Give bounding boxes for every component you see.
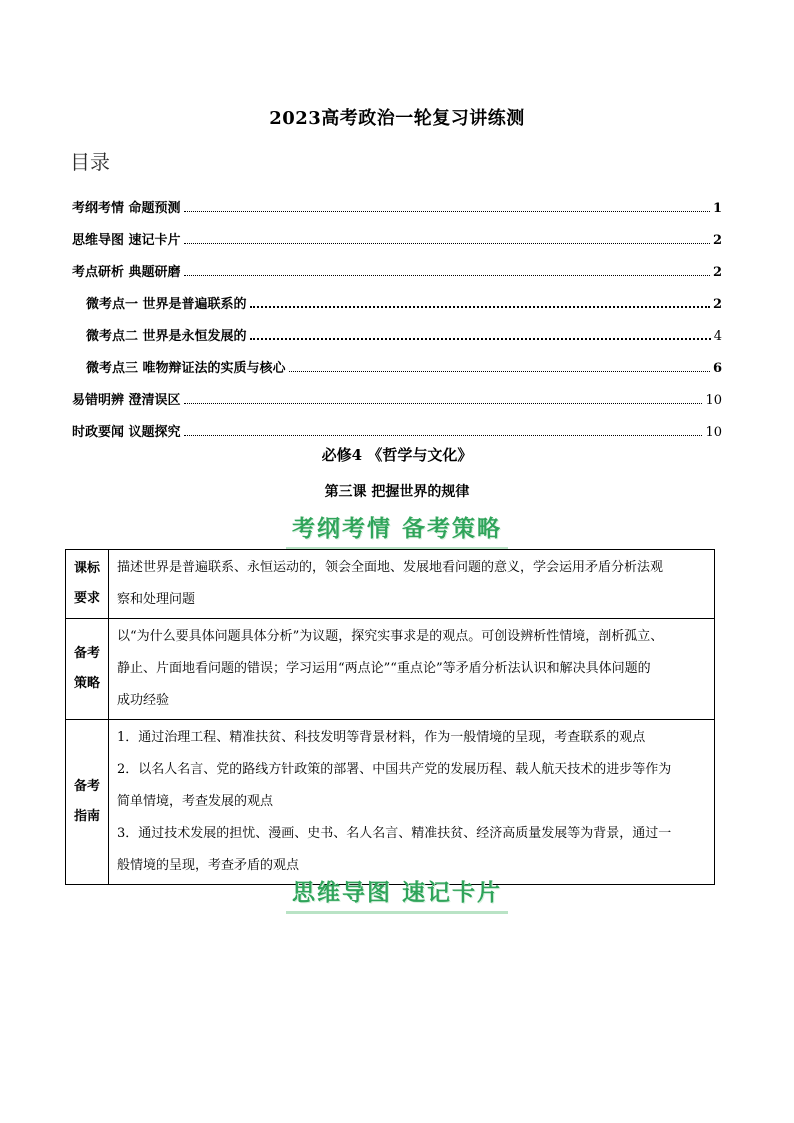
toc-subentry[interactable] — [72, 344, 722, 376]
toc-entry-page: 10 — [705, 425, 722, 440]
toc-leader — [250, 337, 711, 340]
row-content-line: 察和处理问题 — [117, 592, 196, 607]
lesson-title: 第三课 把握世界的规律 — [324, 484, 470, 500]
row-content — [109, 550, 715, 619]
section-banner — [0, 874, 794, 914]
row-content-line: 简单情境，考查发展的观点 — [117, 794, 274, 809]
row-header-text: 备考 — [73, 646, 100, 661]
toc-entry-label: 微考点三 唯物辩证法的实质与核心 — [86, 361, 286, 376]
toc-entry-label: 时政要闻 议题探究 — [72, 425, 181, 440]
toc-leader — [184, 402, 703, 404]
toc-leader — [289, 370, 710, 372]
row-header-text: 课标 — [73, 561, 100, 576]
toc-entry-page: 2 — [712, 297, 722, 312]
toc-entry-page: 1 — [712, 201, 722, 216]
toc-leader — [184, 210, 710, 212]
toc-entry-label: 微考点一 世界是普遍联系的 — [86, 297, 247, 312]
toc-entry-page: 2 — [712, 233, 722, 248]
table-row — [66, 720, 715, 885]
section-banner — [0, 510, 794, 550]
toc-entry[interactable] — [72, 248, 722, 280]
table-row — [66, 619, 715, 720]
toc-leader — [184, 242, 710, 244]
toc-leader — [184, 434, 703, 436]
row-header-text: 指南 — [73, 809, 100, 824]
toc-subentry[interactable] — [72, 312, 722, 344]
textbook-title: 必修4 《哲学与文化》 — [321, 446, 473, 464]
table-row — [66, 550, 715, 619]
toc-entry[interactable] — [72, 216, 722, 248]
toc-entry-label: 易错明辨 澄清误区 — [72, 393, 181, 408]
toc-entry-page: 6 — [712, 361, 722, 376]
row-header-text: 要求 — [73, 591, 100, 606]
row-header — [66, 720, 109, 885]
toc-leader — [250, 305, 710, 308]
toc-entry-page: 2 — [712, 265, 722, 280]
row-content-line: 般情境的呈现，考查矛盾的观点 — [117, 858, 300, 873]
toc-entry-page: 4 — [713, 329, 722, 344]
requirements-table — [65, 549, 715, 885]
toc-heading: 目录 — [70, 150, 110, 174]
toc-entry[interactable] — [72, 376, 722, 408]
row-header-text: 备考 — [73, 779, 100, 794]
toc-entry-label: 考点研析 典题研磨 — [72, 265, 181, 280]
toc-entry-label: 思维导图 速记卡片 — [72, 233, 181, 248]
row-content-line: 以“为什么要具体问题具体分析”为议题，探究实事求是的观点。可创设辨析性情境，剖析孤立、 — [117, 629, 664, 644]
toc-entry-label: 微考点二 世界是永恒发展的 — [86, 329, 247, 344]
row-header — [66, 619, 109, 720]
toc-leader — [184, 274, 710, 276]
toc-entry[interactable] — [72, 408, 722, 440]
toc-subentry[interactable] — [72, 280, 722, 312]
row-content-line: 2．以名人名言、党的路线方针政策的部署、中国共产党的发展历程、载人航天技术的进步等作为 — [117, 762, 672, 777]
section-banner-text: 思维导图 速记卡片 — [286, 874, 508, 914]
row-content-line: 成功经验 — [117, 693, 170, 708]
row-header — [66, 550, 109, 619]
row-header-text: 策略 — [73, 676, 100, 691]
toc-entry[interactable] — [72, 184, 722, 216]
row-content-line: 静止、片面地看问题的错误；学习运用“两点论”“重点论”等矛盾分析法认识和解决具体问题的 — [117, 661, 651, 676]
row-content-line: 1．通过治理工程、精准扶贫、科技发明等背景材料，作为一般情境的呈现，考查联系的观点 — [117, 730, 646, 745]
row-content-line: 3．通过技术发展的担忧、漫画、史书、名人名言、精准扶贫、经济高质量发展等为背景，通过一 — [117, 826, 672, 841]
row-content-line: 描述世界是普遍联系、永恒运动的，领会全面地、发展地看问题的意义，学会运用矛盾分析法观 — [117, 560, 664, 575]
toc-entry-label: 考纲考情 命题预测 — [72, 201, 181, 216]
row-content — [109, 619, 715, 720]
section-banner-text: 考纲考情 备考策略 — [286, 510, 508, 550]
table-of-contents — [72, 184, 722, 440]
toc-entry-page: 10 — [705, 393, 722, 408]
document-title: 2023高考政治一轮复习讲练测 — [269, 108, 525, 129]
row-content — [109, 720, 715, 885]
